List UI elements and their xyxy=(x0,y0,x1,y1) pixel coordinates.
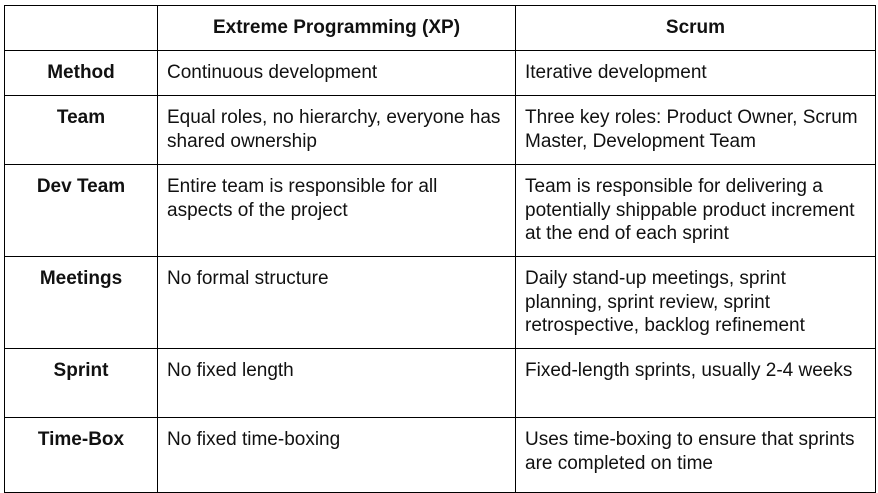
header-corner xyxy=(5,6,158,51)
scrum-cell-dev-team: Team is responsible for delivering a potentially shippable product increment at the end of each sprint xyxy=(516,165,876,257)
row-label-dev-team: Dev Team xyxy=(5,165,158,257)
scrum-cell-time-box: Uses time-boxing to ensure that sprints are completed on time xyxy=(516,418,876,493)
table-row xyxy=(5,96,876,165)
header-xp: Extreme Programming (XP) xyxy=(158,6,516,51)
scrum-cell-sprint: Fixed-length sprints, usually 2-4 weeks xyxy=(516,349,876,418)
xp-cell-sprint: No fixed length xyxy=(158,349,516,418)
xp-cell-time-box: No fixed time-boxing xyxy=(158,418,516,493)
header-row xyxy=(5,6,876,51)
xp-cell-method: Continuous development xyxy=(158,51,516,96)
row-label-meetings: Meetings xyxy=(5,257,158,349)
table-row xyxy=(5,257,876,349)
row-label-time-box: Time-Box xyxy=(5,418,158,493)
table-row xyxy=(5,418,876,493)
scrum-cell-method: Iterative development xyxy=(516,51,876,96)
header-scrum: Scrum xyxy=(516,6,876,51)
xp-cell-dev-team: Entire team is responsible for all aspects of the project xyxy=(158,165,516,257)
table-row xyxy=(5,51,876,96)
comparison-table-container xyxy=(4,5,876,493)
row-label-sprint: Sprint xyxy=(5,349,158,418)
row-label-team: Team xyxy=(5,96,158,165)
xp-cell-meetings: No formal structure xyxy=(158,257,516,349)
table-row xyxy=(5,349,876,418)
row-label-method: Method xyxy=(5,51,158,96)
comparison-table xyxy=(4,5,876,493)
scrum-cell-meetings: Daily stand-up meetings, sprint planning, sprint review, sprint retrospective, backlog refinement xyxy=(516,257,876,349)
table-row xyxy=(5,165,876,257)
xp-cell-team: Equal roles, no hierarchy, everyone has shared ownership xyxy=(158,96,516,165)
scrum-cell-team: Three key roles: Product Owner, Scrum Master, Development Team xyxy=(516,96,876,165)
